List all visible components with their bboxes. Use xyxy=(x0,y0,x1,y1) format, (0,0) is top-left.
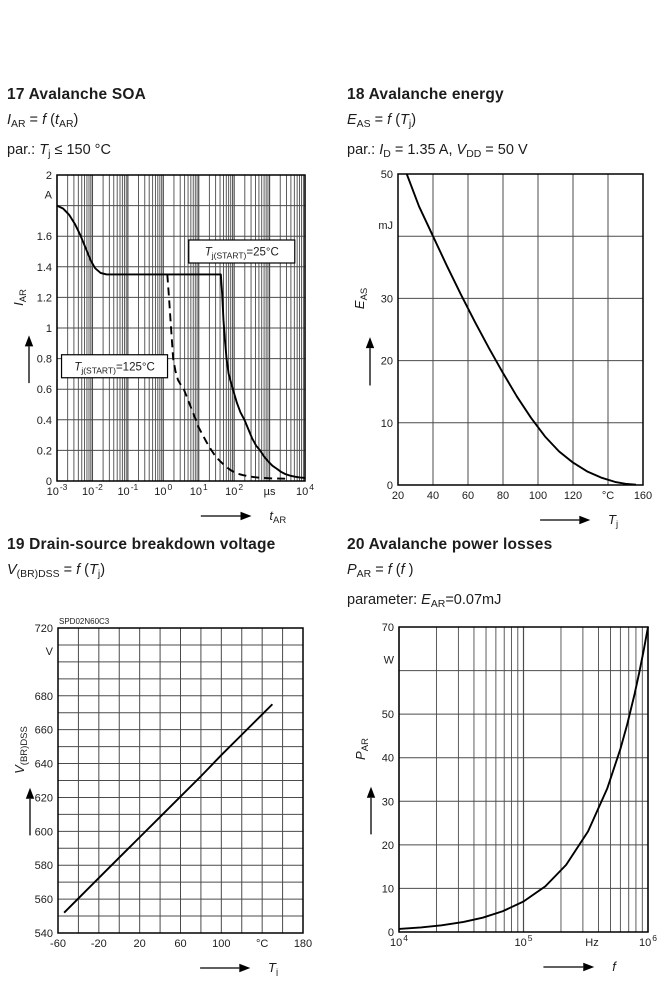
svg-text:W: W xyxy=(383,654,394,667)
x-axis-arrow xyxy=(543,963,594,971)
svg-text:20: 20 xyxy=(391,490,405,502)
svg-text:680: 680 xyxy=(34,690,53,703)
figure-20-formula: $P_{AR} = f$ (f ) xyxy=(347,562,414,580)
svg-text:560: 560 xyxy=(34,894,53,907)
svg-text:0.4: 0.4 xyxy=(36,414,52,427)
svg-text:20: 20 xyxy=(381,839,394,852)
svg-text:°C: °C xyxy=(601,490,615,502)
svg-text:Tj(START)=125°C: $T_{j(START)}=125^\circ C$ xyxy=(74,361,155,376)
svg-text:1.6: 1.6 xyxy=(36,231,52,244)
y-tick-labels xyxy=(37,170,53,488)
avalanche-power-chart xyxy=(340,620,670,982)
svg-text:10-2: $10^{-2}$ xyxy=(82,482,103,498)
svg-text:720: 720 xyxy=(34,623,53,635)
svg-text:V: V xyxy=(45,645,53,658)
svg-text:10-1: $10^{-1}$ xyxy=(117,482,139,498)
svg-text:10: 10 xyxy=(380,417,393,430)
svg-text:50: 50 xyxy=(381,709,394,722)
svg-text:20: 20 xyxy=(133,938,146,950)
svg-text:0: 0 xyxy=(386,480,393,492)
svg-text:µs: µs xyxy=(263,486,276,498)
x-axis-arrow xyxy=(540,516,590,524)
y-axis-name: $P_{AR}$ xyxy=(353,738,371,760)
svg-text:0.8: 0.8 xyxy=(36,353,52,366)
y-tick-labels xyxy=(35,623,54,940)
x-axis-arrow xyxy=(201,512,252,520)
x-axis-name: $T_j$ xyxy=(268,960,279,976)
svg-text:180: 180 xyxy=(293,938,313,950)
breakdown-voltage-chart xyxy=(0,614,335,976)
svg-text:40: 40 xyxy=(381,752,394,765)
figure-20-heading xyxy=(347,536,667,621)
avalanche-energy-chart xyxy=(340,167,670,529)
svg-text:A: A xyxy=(44,189,52,202)
x-tick-labels xyxy=(50,938,312,950)
device-part-number: SPD02N60C3 xyxy=(59,617,110,626)
svg-text:40: 40 xyxy=(426,490,440,502)
svg-text:104: $10^4$ xyxy=(390,933,408,949)
figure-19-heading xyxy=(7,536,327,591)
svg-text:50: 50 xyxy=(380,169,393,181)
curve-V(BR)DSS xyxy=(64,704,272,912)
svg-text:580: 580 xyxy=(34,860,53,873)
svg-text:80: 80 xyxy=(496,490,510,502)
curve-label-box xyxy=(62,355,168,378)
svg-text:2: 2 xyxy=(45,170,52,182)
svg-text:-20: -20 xyxy=(90,938,107,950)
svg-text:30: 30 xyxy=(381,796,394,809)
svg-text:0.6: 0.6 xyxy=(36,384,52,397)
x-gridlines xyxy=(398,174,643,485)
y-axis-arrow xyxy=(366,337,374,385)
svg-text:70: 70 xyxy=(381,622,394,634)
svg-text:1.2: 1.2 xyxy=(36,292,52,305)
svg-text:20: 20 xyxy=(380,355,393,368)
svg-text:60: 60 xyxy=(174,938,187,950)
curve-EAS xyxy=(407,174,636,485)
y-axis-arrow xyxy=(367,787,375,835)
svg-text:640: 640 xyxy=(34,758,53,771)
y-tick-labels xyxy=(378,169,393,492)
x-tick-labels xyxy=(392,490,652,502)
svg-text:540: 540 xyxy=(34,928,53,940)
svg-text:106: $10^6$ xyxy=(639,933,657,949)
svg-text:Hz: Hz xyxy=(585,937,599,949)
figure-20-parameter: parameter: $E_{AR}=0.07mJ$ xyxy=(347,591,502,610)
x-tick-labels xyxy=(390,933,657,949)
figure-19-title: 19 Drain-source breakdown voltage xyxy=(7,536,276,553)
figure-17-parameter: par.: $T_j \le 150$ °C xyxy=(7,141,111,160)
curve-label-box xyxy=(189,240,295,263)
y-gridlines xyxy=(398,174,643,485)
figure-20-title: 20 Avalanche power losses xyxy=(347,536,553,553)
figure-19-formula: $V_{(BR)DSS} = f$ $(T_j)$ xyxy=(7,562,106,580)
svg-text:660: 660 xyxy=(34,724,53,737)
svg-text:1: 1 xyxy=(45,323,52,335)
svg-text:600: 600 xyxy=(34,826,53,839)
svg-text:30: 30 xyxy=(380,293,393,306)
figure-17-title: 17 Avalanche SOA xyxy=(7,86,147,103)
svg-text:0: 0 xyxy=(45,476,52,488)
svg-text:mJ: mJ xyxy=(378,220,393,233)
x-tick-labels xyxy=(47,482,315,498)
y-tick-labels xyxy=(382,622,395,939)
svg-text:102: $10^2$ xyxy=(225,482,244,498)
svg-text:160: 160 xyxy=(633,490,653,502)
plot-frame xyxy=(398,174,643,485)
figure-18-title: 18 Avalanche energy xyxy=(347,86,504,103)
svg-text:104: $10^4$ xyxy=(296,482,314,498)
x-axis-name: f xyxy=(612,959,616,974)
svg-text:°C: °C xyxy=(255,938,269,950)
svg-text:100: $10^0$ xyxy=(154,482,173,498)
y-axis-arrow xyxy=(25,335,33,383)
svg-text:Tj(START)=25°C: $T_{j(START)}=25^\circ C$ xyxy=(204,246,279,261)
figure-17-heading xyxy=(7,86,327,171)
y-axis-name: $I_{AR}$ xyxy=(11,288,29,306)
y-axis-arrow xyxy=(26,788,34,836)
x-axis-arrow xyxy=(200,964,250,972)
y-axis-name: $E_{AS}$ xyxy=(352,287,370,310)
svg-text:620: 620 xyxy=(34,792,53,805)
svg-text:10: 10 xyxy=(381,883,394,896)
x-axis-name: $t_{AR}$ xyxy=(269,508,287,526)
svg-text:1.4: 1.4 xyxy=(36,261,52,274)
x-axis-name: $T_j$ xyxy=(608,512,619,529)
svg-text:-60: -60 xyxy=(50,938,66,950)
svg-text:105: $10^5$ xyxy=(514,933,533,949)
svg-text:0.2: 0.2 xyxy=(36,445,52,458)
svg-text:0: 0 xyxy=(387,927,394,939)
svg-text:101: $10^1$ xyxy=(189,482,208,498)
svg-text:100: 100 xyxy=(528,490,548,502)
figure-17-formula: $I_{AR} = f$ $(t_{AR})$ xyxy=(7,112,79,130)
svg-text:60: 60 xyxy=(461,490,475,502)
figure-18-heading xyxy=(347,86,667,171)
y-axis-name: $V_{(BR)DSS}$ xyxy=(12,726,30,774)
figure-18-parameter: par.: $I_D = 1.35$ A, $V_{DD} = 50$ V xyxy=(347,141,528,160)
figure-18-formula: $E_{AS} = f$ $(T_j)$ xyxy=(347,112,417,130)
svg-text:120: 120 xyxy=(563,490,583,502)
avalanche-soa-chart xyxy=(0,168,335,530)
svg-text:10-3: $10^{-3}$ xyxy=(46,482,68,498)
svg-text:100: 100 xyxy=(212,938,231,950)
